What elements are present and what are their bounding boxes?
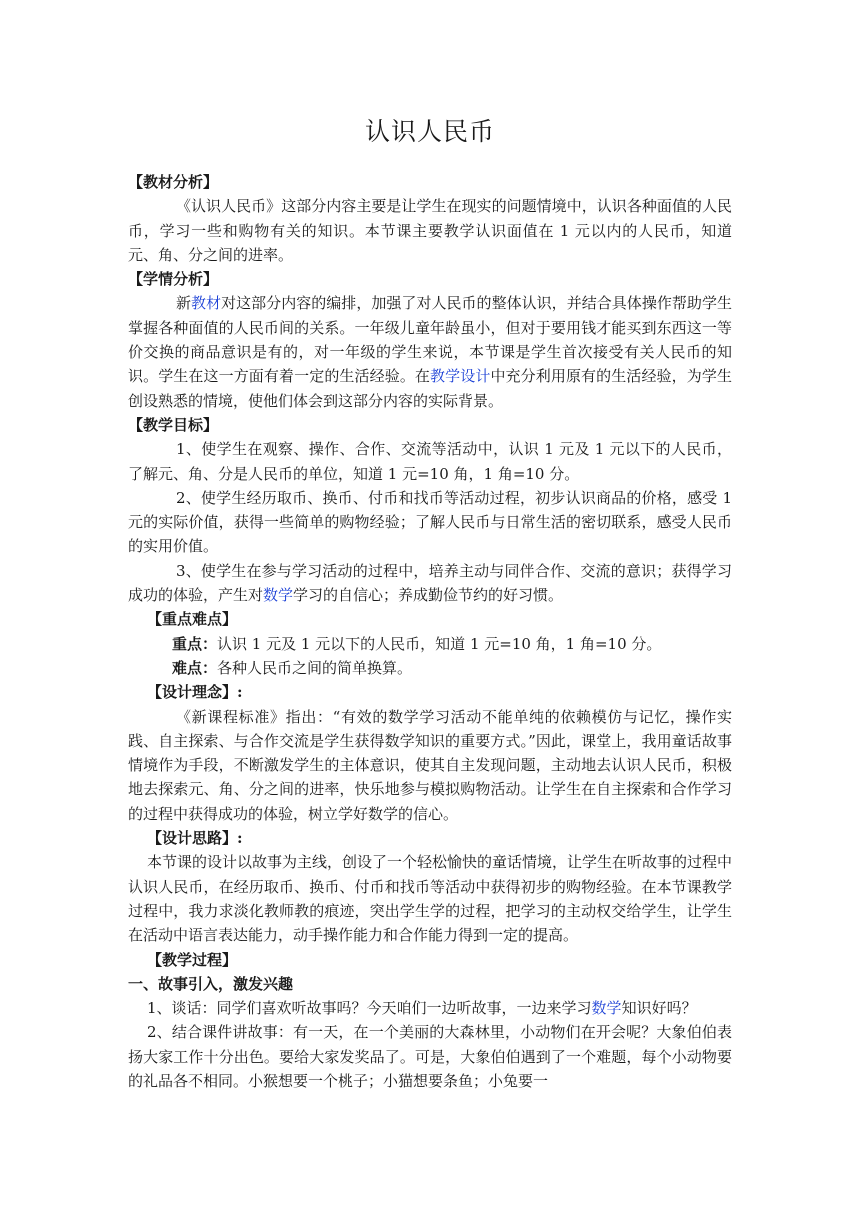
link-textbook[interactable]: 教材: [191, 294, 222, 313]
difficult-point: [128, 656, 732, 680]
heading-teaching-goals: 【教学目标】: [128, 415, 219, 434]
key-label: 重点：: [172, 634, 218, 653]
key-point: [128, 632, 732, 656]
step-1-item-1-text-a: 1、谈话：同学们喜欢听故事吗？今天咱们一边听故事，一边来学习: [147, 999, 592, 1018]
step-1-item-1-text-b: 知识好吗？: [621, 999, 697, 1018]
difficult-label: 难点：: [172, 658, 218, 677]
step-1-item-2: 2、结合课件讲故事：有一天，在一个美丽的大森林里，小动物们在开会呢？大象伯伯表扬大家工作十分出色。要给大家发奖品了。可是，大象伯伯遇到了一个难题，每个小动物要的礼品各不相同。小猴想要一个桃子；小猫想要条鱼；小兔要一: [128, 1023, 732, 1090]
heading-student-analysis: 【学情分析】: [128, 270, 219, 289]
student-text-2: 对这部分内容的编排，加强了对人民币的整体认识，并结合具体操作帮助学生掌握各种面值的人民币间的关系。一年级儿童年龄虽小，但对于要用钱才能买到东西这一等价交换的商品意识是有的，对一年级的学生来说，本节课是学生首次接受有关人民币的知识。学生在这一方面有着一定的生活经验。在: [128, 294, 732, 386]
difficult-text: 各种人民币之间的简单换算。: [217, 658, 413, 677]
heading-teaching-process: 【教学过程】: [147, 950, 238, 969]
heading-design-idea: 【设计理念】:: [147, 683, 243, 702]
goal-3: [128, 559, 732, 608]
student-text-1: 新: [176, 294, 192, 313]
goal-1: 1、使学生在观察、操作、合作、交流等活动中，认识 1 元及 1 元以下的人民币，了解元、角、分是人民币的单位，知道 1 元=10 角，1 角=10 分。: [128, 440, 732, 483]
heading-design-thought: 【设计思路】:: [147, 829, 243, 848]
document-body: [128, 170, 732, 1093]
document-title: 认识人民币: [364, 117, 495, 146]
key-text: 认识 1 元及 1 元以下的人民币，知道 1 元=10 角，1 角=10 分。: [217, 634, 662, 653]
goal-2: 2、使学生经历取币、换币、付币和找币等活动过程，初步认识商品的价格，感受 1 元的实际价值，获得一些简单的购物经验；了解人民币与日常生活的密切联系，感受人民币的实用价值。: [128, 488, 732, 556]
paragraph-design-thought: 本节课的设计以故事为主线，创设了一个轻松愉快的童话情境，让学生在听故事的过程中认识人民币，在经历取币、换币、付币和找币等活动中获得初步的购物经验。在本节课教学过程中，我力求淡化教师教的痕迹，突出学生学的过程，把学习的主动权交给学生，让学生在活动中语言表达能力，动手操作能力和合作能力得到一定的提高。: [128, 853, 733, 945]
link-math[interactable]: 数学: [263, 586, 294, 605]
paragraph-design-idea: 《新课程标准》指出：“有效的数学学习活动不能单纯的依赖模仿与记忆，操作实践、自主探索、与合作交流是学生获得数学知识的重要方式。”因此，课堂上，我用童话故事情境作为手段，不断激发学生的主体意识，使其自主发现问题，主动地去认识人民币，积极地去探索元、角、分之间的进率，快乐地参与模拟购物活动。让学生在自主探索和合作学习的过程中获得成功的体验，树立学好数学的信心。: [128, 707, 732, 823]
paragraph-material-analysis: 《认识人民币》这部分内容主要是让学生在现实的问题情境中，认识各种面值的人民币，学习一些和购物有关的知识。本节课主要教学认识面值在 1 元以内的人民币，知道元、角、分之间的进率。: [128, 197, 732, 264]
student-text-3: 中充分利用原有的生活经验，为学生创设熟悉的情境，使他们体会到这部分内容的实际背景。: [128, 367, 732, 410]
goal-3-text-b: 学习的自信心；养成勤俭节约的好习惯。: [293, 586, 564, 605]
goal-3-text-a: 3、使学生在参与学习活动的过程中，培养主动与同伴合作、交流的意识；获得学习成功的体验，产生对: [128, 561, 732, 605]
link-math-2[interactable]: 数学: [591, 999, 622, 1018]
paragraph-student-analysis: [128, 291, 732, 412]
heading-material-analysis: 【教材分析】: [128, 173, 219, 191]
heading-key-difficult: 【重点难点】: [147, 610, 238, 629]
step-1-item-1: [128, 996, 732, 1020]
heading-step-1: 一、故事引入，激发兴趣: [128, 974, 294, 993]
link-teaching-design[interactable]: 教学设计: [430, 367, 491, 386]
